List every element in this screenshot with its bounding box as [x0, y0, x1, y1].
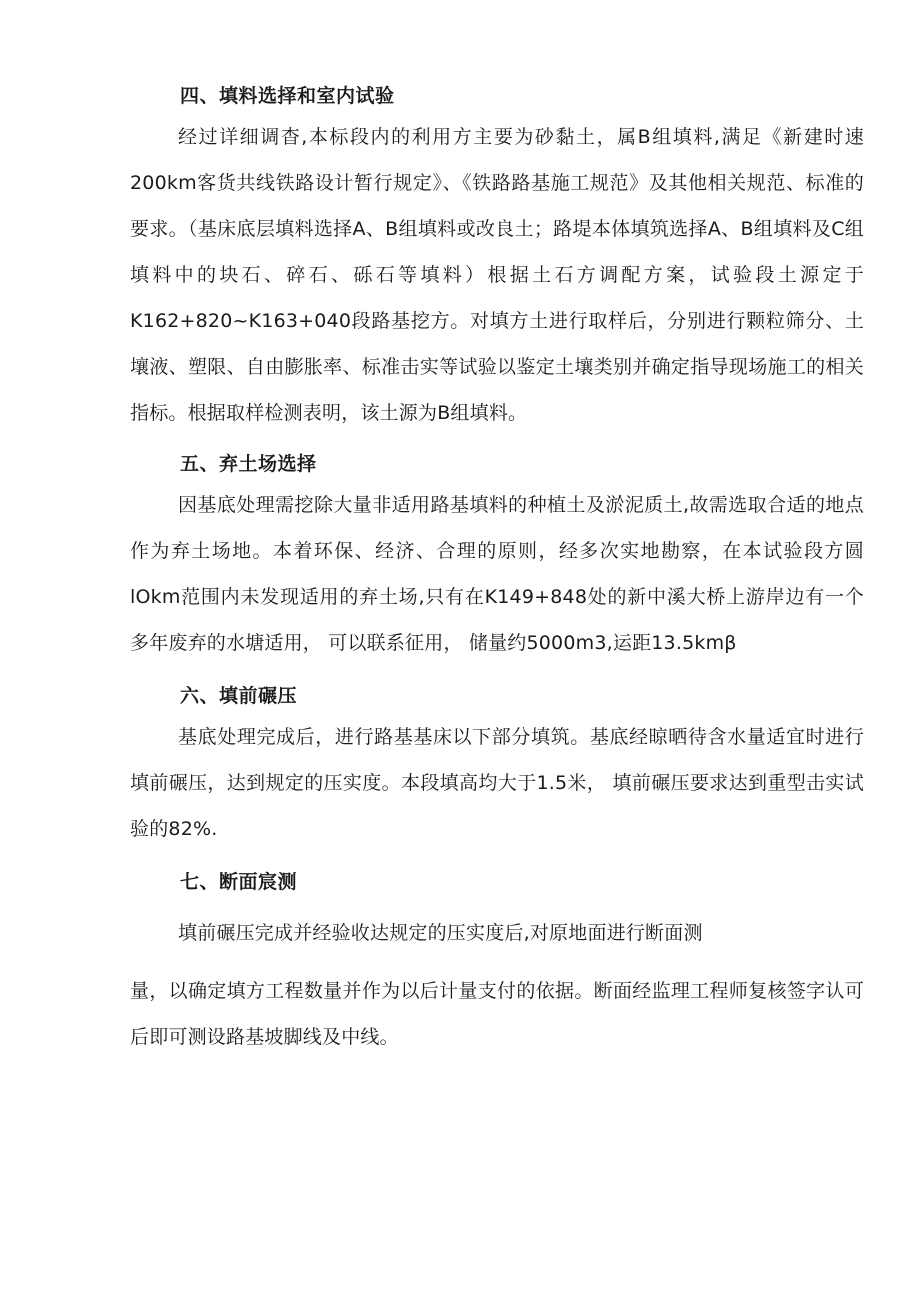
section-7-paragraph-continuation: 量，以确定填方工程数量并作为以后计量支付的依据。断面经监理工程师复核签字认可后即可测设路基坡脚线及中线。: [130, 980, 864, 1048]
section-4-paragraph: 经过详细调杳,本标段内的利用方主要为砂黏土，属B组填料,满足《新建时速200km客货共线铁路设计暂行规定》、《铁路路基施工规范》及其他相关规范、标准的要求。（基床底层填料选择A、B组填料或改良土；路堤本体填筑选择A、B组填料及C组填料中的块石、碎石、砾石等填料）根据土石方调配方案，试验段土源定于K162+820~K163+040段路基挖方。对填方土进行取样后，分别进行颗粒筛分、土壤液、塑限、自由膨胀率、标准击实等试验以鉴定土壤类别并确定指导现场施工的相关指标。根据取样检测表明，该土源为B组填料。: [130, 126, 864, 424]
section-heading-6: 六、填前碾压: [180, 685, 298, 707]
section-7-paragraph-line-1: 填前碾压完成并经验收达规定的压实度后,对原地面进行断面测: [178, 922, 703, 944]
section-5-paragraph: 因基底处理需挖除大量非适用路基填料的种植土及淤泥质土,故需选取合适的地点作为弃土场地。本着环保、经济、合理的原则，经多次实地勘察，在本试验段方圆lOkm范围内未发现适用的弃土场,只有在K149+848处的新中溪大桥上游岸边有一个多年废弃的水塘适用， 可以联系征用， 储量约5000m3,运距13.5kmβ: [130, 494, 864, 654]
section-heading-4: 四、填料选择和室内试验: [180, 85, 395, 107]
section-heading-7: 七、断面宸测: [180, 871, 298, 893]
section-heading-5: 五、弃土场选择: [180, 453, 317, 475]
section-6-paragraph: 基底处理完成后，进行路基基床以下部分填筑。基底经晾晒待含水量适宜时进行填前碾压，达到规定的压实度。本段填高均大于1.5米， 填前碾压要求达到重型击实试验的82%.: [130, 726, 864, 840]
